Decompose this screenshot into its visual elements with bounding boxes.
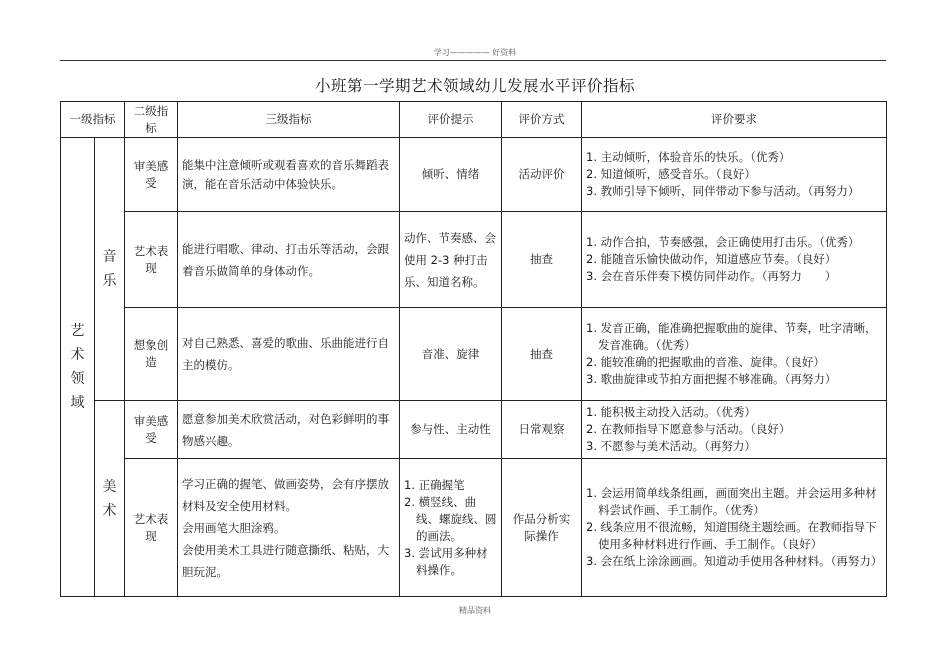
level1-label: 艺术领域 (70, 323, 85, 411)
table-row (61, 401, 887, 459)
group-art-label: 美术 (102, 478, 117, 519)
header-col-hint: 评价提示 (400, 102, 502, 138)
requirements-cell (582, 212, 887, 308)
hint-cell: 动作、节奏感、会使用 2-3 种打击乐、知道名称。 (400, 212, 502, 308)
method-cell (502, 459, 582, 597)
requirement-item: 3. 会在音乐伴奏下模仿同伴动作。（再努力 ） (586, 269, 837, 283)
header-col-level3: 三级指标 (178, 102, 400, 138)
level3-cell: 能集中注意倾听或观看喜欢的音乐舞蹈表演，能在音乐活动中体验快乐。 (178, 138, 400, 212)
table-row (61, 138, 887, 212)
requirement-item: 1. 会运用简单线条组画，画面突出主题。并会运用多种材料尝试作画、手工制作。（优秀） (586, 486, 877, 517)
header-col-requirements: 评价要求 (582, 102, 887, 138)
level2-cell: 审美感受 (125, 138, 178, 212)
level3-cell: 愿意参加美术欣赏活动，对色彩鲜明的事物感兴趣。 (178, 401, 400, 459)
method-cell: 抽查 (502, 308, 582, 401)
requirements-cell (582, 138, 887, 212)
level1-cell (61, 138, 95, 597)
requirements-cell (582, 401, 887, 459)
level3-cell (178, 459, 400, 597)
header-col-level2: 二级指标 (125, 102, 178, 138)
hint-item: 1. 正确握笔 (404, 477, 465, 492)
method-cell: 活动评价 (502, 138, 582, 212)
table-row (61, 459, 887, 597)
requirement-item: 3. 教师引导下倾听，同伴带动下参与活动。（再努力） (586, 184, 860, 198)
method-cell: 抽查 (502, 212, 582, 308)
level2-cell: 艺术表现 (125, 212, 178, 308)
requirement-item: 2. 线条应用不很流畅，知道围绕主题绘画。在教师指导下使用多种材料进行作画、手工制作。（良好） (586, 520, 877, 551)
requirement-item: 3. 歌曲旋律或节拍方面把握不够准确。（再努力） (586, 372, 837, 386)
level3-cell: 能进行唱歌、律动、打击乐等活动，会跟着音乐做简单的身体动作。 (178, 212, 400, 308)
table-header-row (61, 102, 887, 138)
requirements-cell (582, 308, 887, 401)
requirement-item: 1. 能积极主动投入活动。（优秀） (586, 405, 756, 419)
header-rule (60, 60, 886, 61)
group-music-label: 音乐 (102, 249, 117, 289)
level3-paragraph: 会使用美术工具进行随意撕纸、粘贴，大胆玩泥。 (182, 542, 389, 579)
group-music-cell (95, 138, 125, 401)
hint-item: 2. 横竖线、曲线、螺旋线、圆的画法。 (404, 494, 497, 543)
requirements-cell (582, 459, 887, 597)
requirement-item: 1. 发音正确，能准确把握歌曲的旋律、节奏，吐字清晰，发音准确。（优秀） (586, 321, 877, 352)
page-title: 小班第一学期艺术领域幼儿发展水平评价指标 (314, 77, 635, 95)
requirement-item: 2. 在教师指导下愿意参与活动。（良好） (586, 422, 791, 436)
hint-item: 3. 尝试用多种材料操作。 (404, 545, 488, 577)
page-header-text: 学习————— 好资料 (433, 48, 517, 57)
level3-paragraph: 学习正确的握笔、做画姿势，会有序摆放材料及安全使用材料。 (182, 476, 389, 513)
level2-cell: 想象创造 (125, 308, 178, 401)
method-label: 作品分析实际操作 (512, 511, 571, 543)
level3-paragraph: 会用画笔大胆涂鸦。 (182, 520, 286, 535)
level2-cell: 审美感受 (125, 401, 178, 459)
hint-cell: 音准、旋律 (400, 308, 502, 401)
page-footer-text: 精品资料 (459, 606, 491, 615)
requirement-item: 1. 动作合拍，节奏感强，会正确使用打击乐。（优秀） (586, 235, 860, 249)
requirement-item: 2. 能随音乐愉快做动作，知道感应节奏。（良好） (586, 252, 837, 266)
requirement-item: 3. 不愿参与美术活动。（再努力） (586, 439, 756, 453)
hint-cell: 倾听、情绪 (400, 138, 502, 212)
level2-cell: 艺术表现 (125, 459, 178, 597)
method-cell: 日常观察 (502, 401, 582, 459)
header-col-level1: 一级指标 (61, 102, 125, 138)
evaluation-table (60, 101, 887, 597)
requirement-item: 2. 能较准确的把握歌曲的音准、旋律。（良好） (586, 355, 825, 369)
hint-cell: 参与性、主动性 (400, 401, 502, 459)
requirement-item: 3. 会在纸上涂涂画画。知道动手使用各种材料。（再努力） (586, 554, 883, 568)
table-row (61, 212, 887, 308)
requirement-item: 1. 主动倾听，体验音乐的快乐。（优秀） (586, 150, 791, 164)
requirement-item: 2. 知道倾听，感受音乐。（良好） (586, 167, 756, 181)
header-col-method: 评价方式 (502, 102, 582, 138)
hint-cell (400, 459, 502, 597)
table-row (61, 308, 887, 401)
group-art-cell (95, 401, 125, 597)
level3-cell: 对自己熟悉、喜爱的歌曲、乐曲能进行自主的模仿。 (178, 308, 400, 401)
